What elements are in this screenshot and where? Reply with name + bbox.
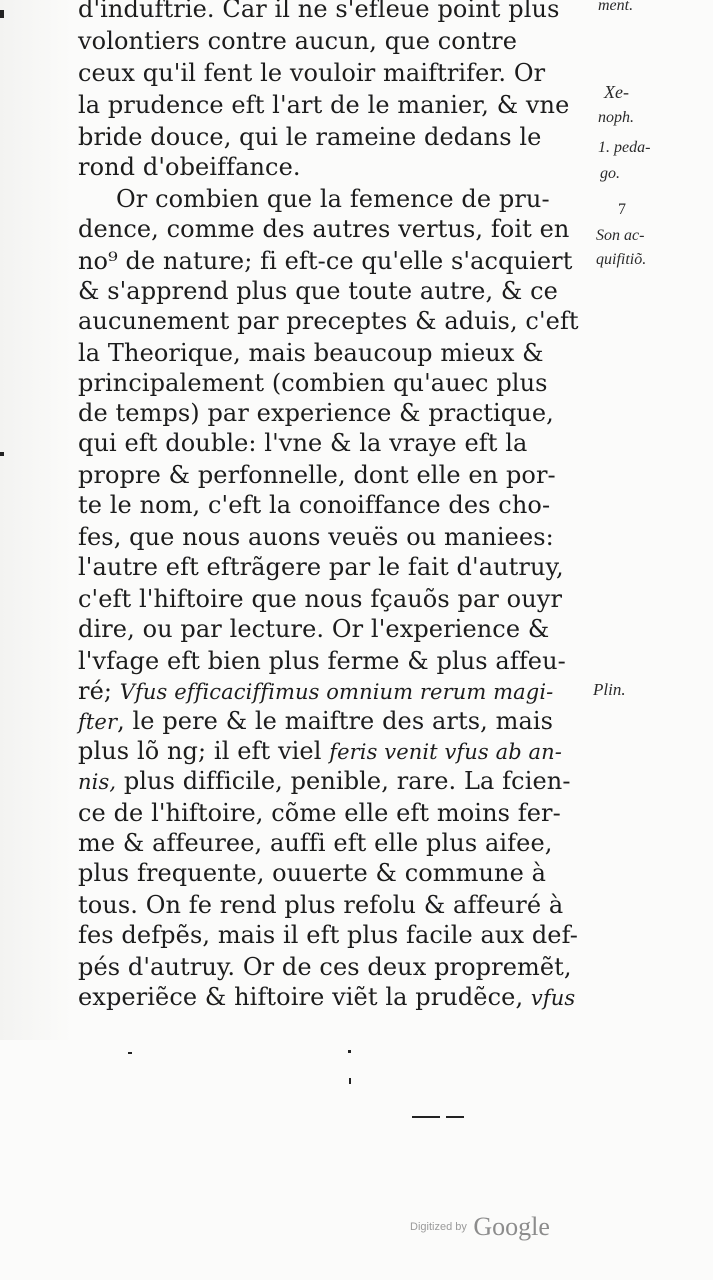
- text-line: volontiers contre aucun, que contre: [78, 27, 518, 55]
- latin-quote: fter: [78, 710, 118, 734]
- ink-speck: [0, 452, 4, 456]
- latin-quote: Vfus efficaciffimus omnium rerum magi-: [119, 680, 554, 704]
- text-line: dire, ou par lecture. Or l'experience &: [78, 615, 550, 643]
- latin-quote: vfus: [530, 986, 576, 1010]
- margin-note: Plin.: [593, 680, 626, 699]
- text-line: me & affeuree, auffi eft elle plus aifee,: [78, 829, 553, 857]
- text-line: de temps) par experience & practique,: [78, 399, 554, 427]
- digitized-watermark: Digitized by Google: [410, 1212, 550, 1241]
- text-line: d'induftrie. Car il ne s'efleue point plus: [78, 0, 560, 23]
- text-line: bride douce, qui le rameine dedans le: [78, 123, 542, 151]
- text-line: tous. On fe rend plus refolu & affeuré à: [78, 891, 564, 919]
- text-line: te le nom, c'eft la conoiffance des cho-: [78, 491, 551, 519]
- latin-quote: nis,: [78, 770, 117, 794]
- ink-speck: [349, 1078, 351, 1084]
- text-line: ré; Vfus efficaciffimus omnium rerum magi-: [78, 677, 554, 705]
- ink-speck: [446, 1116, 464, 1118]
- text-line: l'autre eft eftrãgere par le fait d'autruy,: [78, 553, 564, 581]
- text-line: Or combien que la femence de pru-: [116, 185, 550, 213]
- text-line: plus frequente, ouuerte & commune à: [78, 859, 547, 887]
- ink-speck: [348, 1050, 351, 1053]
- text-line: la prudence eft l'art de le manier, & vne: [78, 91, 570, 119]
- text-line: c'eft l'hiftoire que nous fçauõs par ouyr: [78, 585, 563, 613]
- text-line: principalement (combien qu'auec plus: [78, 369, 548, 397]
- text-line: qui eft double: l'vne & la vraye eft la: [78, 429, 528, 457]
- text-line: ceux qu'il fent le vouloir maiftrifer. Or: [78, 59, 546, 87]
- margin-note: Son ac-: [596, 227, 645, 244]
- text-line: experiẽce & hiftoire viẽt la prudẽce, vfus: [78, 983, 576, 1011]
- text-line: plus lõ ng; il eft viel feris venit vfus ab an-: [78, 737, 562, 765]
- text-line: & s'apprend plus que toute autre, & ce: [78, 277, 558, 305]
- ink-speck: [412, 1116, 440, 1118]
- text-line: no⁹ de nature; fi eft-ce qu'elle s'acquiert: [78, 247, 573, 275]
- text-line: pés d'autruy. Or de ces deux propremẽt,: [78, 953, 572, 981]
- text-line: fter, le pere & le maiftre des arts, mais: [78, 707, 554, 735]
- margin-note: 7: [618, 201, 626, 218]
- margin-note: quifitiõ.: [596, 251, 647, 268]
- margin-note: Xe-: [604, 82, 629, 102]
- ink-speck: [0, 10, 4, 18]
- google-logo: Google: [473, 1212, 550, 1241]
- text-line: l'vfage eft bien plus ferme & plus affeu-: [78, 647, 566, 675]
- text-line: dence, comme des autres vertus, foit en: [78, 215, 570, 243]
- text-line: la Theorique, mais beaucoup mieux &: [78, 339, 544, 367]
- ink-speck: [128, 1052, 132, 1054]
- margin-note: go.: [600, 165, 620, 182]
- margin-note: ment.: [598, 0, 634, 14]
- margin-note: noph.: [598, 109, 634, 126]
- text-line: fes defpẽs, mais il eft plus facile aux def-: [78, 921, 578, 949]
- text-line: fes, que nous auons veuës ou maniees:: [78, 523, 554, 551]
- text-line: propre & perfonnelle, dont elle en por-: [78, 461, 556, 489]
- latin-quote: feris venit vfus ab an-: [329, 740, 562, 764]
- page-gutter-shadow: [0, 0, 72, 1040]
- text-line: ce de l'hiftoire, cõme elle eft moins fer-: [78, 799, 561, 827]
- text-line: nis, plus difficile, penible, rare. La fcien-: [78, 767, 571, 795]
- margin-note: 1. peda-: [598, 139, 651, 156]
- text-line: rond d'obeiffance.: [78, 153, 301, 181]
- text-line: aucunement par preceptes & aduis, c'eft: [78, 307, 579, 335]
